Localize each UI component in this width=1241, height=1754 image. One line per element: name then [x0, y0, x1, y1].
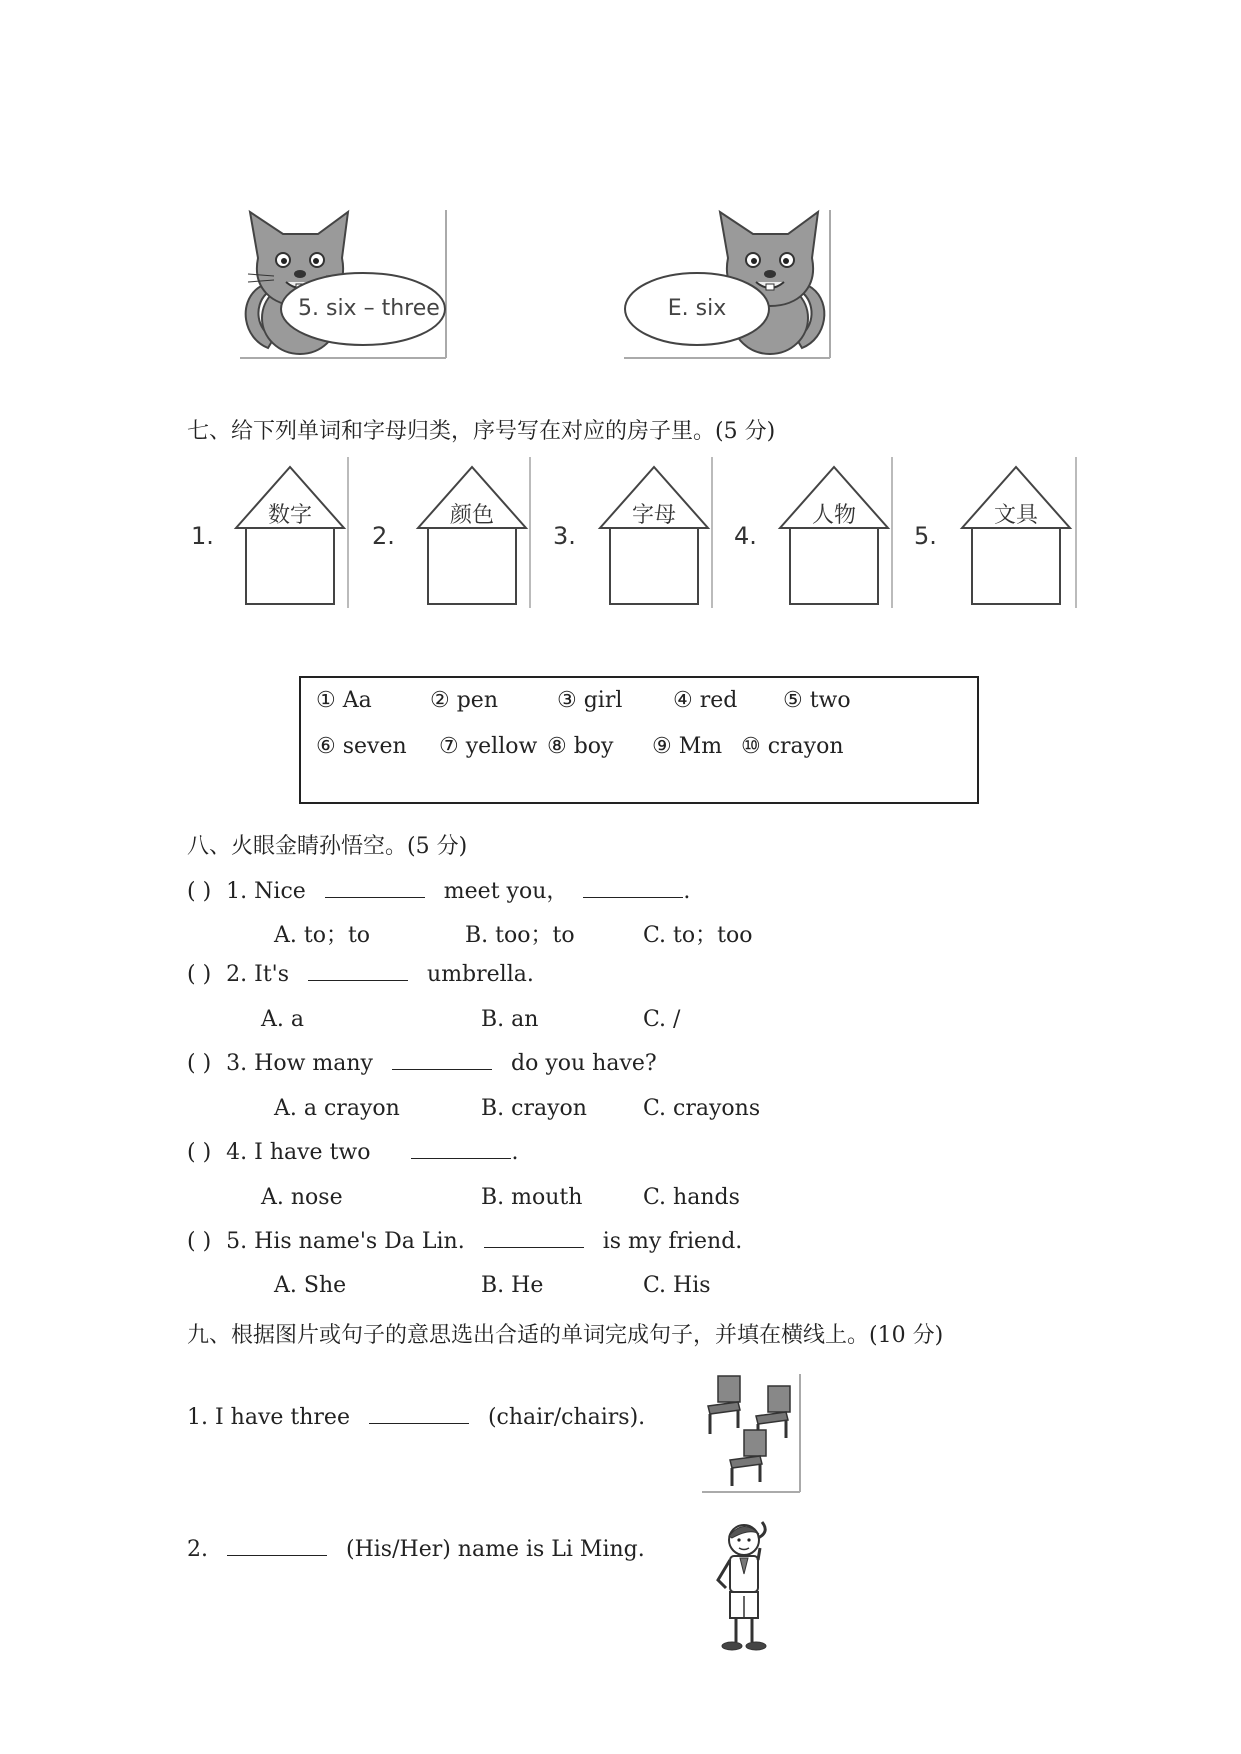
option[interactable]: B. He [481, 1273, 544, 1298]
answer-blank[interactable] [583, 897, 683, 898]
question-text: 1. I have three [187, 1405, 350, 1430]
chair-icon [708, 1376, 740, 1434]
word-item: ① Aa [316, 688, 372, 713]
question-text: . [683, 879, 691, 904]
section-8-title: 八、火眼金睛孙悟空。(5 分) [187, 834, 468, 859]
house-icon [412, 455, 532, 610]
question-text: meet you， [443, 879, 569, 904]
option[interactable]: C. to；too [643, 923, 753, 948]
option[interactable]: C. His [643, 1273, 711, 1298]
question-text: (His/Her) name is Li Ming. [346, 1537, 645, 1562]
question-row [187, 962, 534, 987]
question-row [187, 1537, 645, 1562]
answer-bracket[interactable]: ( ) [187, 879, 212, 904]
question-row [187, 1051, 657, 1076]
option[interactable]: C. / [643, 1007, 681, 1032]
question-text: (chair/chairs). [487, 1405, 646, 1430]
question-text: 1. Nice [226, 879, 306, 904]
option[interactable]: A. to；to [274, 923, 371, 948]
question-text: is my friend. [602, 1229, 743, 1254]
answer-blank[interactable] [392, 1069, 492, 1070]
section-9-title: 九、根据图片或句子的意思选出合适的单词完成句子，并填在横线上。(10 分) [187, 1323, 944, 1348]
question-text: 4. I have two [226, 1140, 371, 1165]
question-text: 2. [187, 1537, 208, 1562]
house-number: 2. [372, 522, 395, 550]
cat-bubble-text: E. six [667, 296, 727, 321]
question-text: 5. His name's Da Lin. [226, 1229, 465, 1254]
chairs-picture [700, 1372, 802, 1494]
option[interactable]: C. crayons [643, 1096, 761, 1121]
house-label: 字母 [631, 503, 677, 528]
option[interactable]: A. nose [261, 1185, 343, 1210]
answer-blank[interactable] [325, 897, 425, 898]
answer-blank[interactable] [484, 1247, 584, 1248]
chair-icon [730, 1430, 766, 1486]
question-text: 3. How many [226, 1051, 373, 1076]
question-text: . [511, 1140, 519, 1165]
house-icon [594, 455, 714, 610]
cat-card-left [238, 208, 448, 360]
house-label: 文具 [993, 503, 1039, 528]
house-icon [956, 455, 1078, 610]
house-icon [230, 455, 350, 610]
cat-card-right [622, 208, 832, 360]
word-item: ③ girl [557, 688, 623, 713]
word-item: ⑤ two [783, 688, 851, 713]
house-label: 人物 [811, 503, 857, 528]
house-label: 颜色 [449, 503, 495, 528]
word-item: ④ red [673, 688, 738, 713]
house-number: 4. [734, 522, 757, 550]
answer-blank[interactable] [227, 1555, 327, 1556]
cat-bubble-text: 5. six – three [298, 296, 440, 321]
house-icon [774, 455, 894, 610]
word-item: ⑦ yellow [439, 734, 538, 759]
option[interactable]: A. She [274, 1273, 347, 1298]
house-number: 1. [191, 522, 214, 550]
question-row [187, 1229, 742, 1254]
word-item: ⑨ Mm [652, 734, 723, 759]
house-number: 3. [553, 522, 576, 550]
option[interactable]: B. mouth [481, 1185, 583, 1210]
answer-bracket[interactable]: ( ) [187, 1229, 212, 1254]
section-7-title: 七、给下列单词和字母归类，序号写在对应的房子里。(5 分) [187, 419, 776, 444]
answer-bracket[interactable]: ( ) [187, 962, 212, 987]
option[interactable]: B. an [481, 1007, 539, 1032]
word-item: ② pen [430, 688, 498, 713]
word-bank-box [299, 676, 979, 804]
question-row [187, 1405, 645, 1430]
house-number: 5. [914, 522, 937, 550]
question-text: 2. It's [226, 962, 290, 987]
answer-bracket[interactable]: ( ) [187, 1051, 212, 1076]
question-text: do you have? [511, 1051, 657, 1076]
boy-picture [710, 1518, 780, 1658]
question-row [187, 1140, 518, 1165]
question-text: umbrella. [427, 962, 534, 987]
question-row [187, 874, 690, 905]
answer-blank[interactable] [411, 1158, 511, 1159]
answer-blank[interactable] [369, 1423, 469, 1424]
option[interactable]: A. a crayon [274, 1096, 400, 1121]
option[interactable]: B. too；to [465, 923, 575, 948]
cat-illustration [238, 208, 448, 360]
cat-illustration [622, 208, 832, 360]
houses-row [186, 455, 1086, 615]
answer-bracket[interactable]: ( ) [187, 1140, 212, 1165]
option[interactable]: B. crayon [481, 1096, 587, 1121]
answer-blank[interactable] [308, 980, 408, 981]
word-item: ⑧ boy [547, 734, 614, 759]
house-label: 数字 [267, 503, 313, 528]
option[interactable]: C. hands [643, 1185, 740, 1210]
word-item: ⑩ crayon [741, 734, 844, 759]
option[interactable]: A. a [261, 1007, 304, 1032]
word-item: ⑥ seven [316, 734, 407, 759]
